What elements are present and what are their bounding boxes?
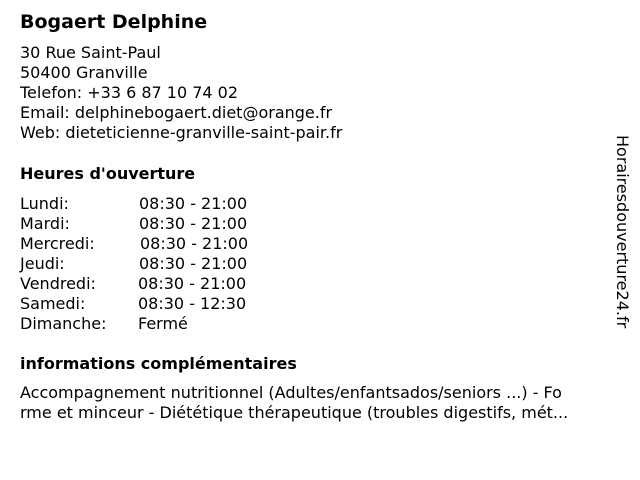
day-label: Mercredi:: [20, 234, 95, 253]
hours-row-sunday: [20, 314, 248, 334]
hours-row-friday: [20, 274, 248, 294]
hours-row-monday: [20, 194, 248, 214]
address-street: 30 Rue Saint-Paul: [20, 43, 161, 62]
hours-row-tuesday: [20, 214, 248, 234]
opening-hours-heading: Heures d'ouverture: [20, 164, 196, 183]
phone-line: Telefon: +33 6 87 10 74 02: [20, 83, 239, 102]
time-value: Fermé: [138, 314, 188, 333]
email-line: Email: delphinebogaert.diet@orange.fr: [20, 103, 333, 122]
day-label: Jeudi:: [20, 254, 65, 273]
business-name: Bogaert Delphine: [20, 11, 208, 33]
time-value: 08:30 - 12:30: [138, 294, 247, 313]
info-line-1: Accompagnement nutritionnel (Adultes/enfantsados/seniors ...) - Fo: [20, 383, 562, 402]
site-watermark: Horairesdouverture24.fr: [613, 135, 632, 329]
opening-hours-table: [20, 194, 248, 334]
hours-row-wednesday: [20, 234, 248, 254]
time-value: 08:30 - 21:00: [139, 214, 248, 233]
web-line: Web: dieteticienne-granville-saint-pair.fr: [20, 123, 343, 142]
day-label: Dimanche:: [20, 314, 107, 333]
day-label: Mardi:: [20, 214, 70, 233]
day-label: Vendredi:: [20, 274, 96, 293]
address-city: 50400 Granville: [20, 63, 148, 82]
time-value: 08:30 - 21:00: [140, 234, 249, 253]
day-label: Samedi:: [20, 294, 86, 313]
time-value: 08:30 - 21:00: [139, 194, 248, 213]
time-value: 08:30 - 21:00: [138, 274, 247, 293]
additional-info-heading: informations complémentaires: [20, 354, 297, 373]
hours-row-thursday: [20, 254, 248, 274]
additional-info-text: [20, 383, 620, 423]
contact-block: [20, 43, 342, 143]
hours-row-saturday: [20, 294, 248, 314]
day-label: Lundi:: [20, 194, 69, 213]
info-line-2: rme et minceur - Diététique thérapeutique (troubles digestifs, mét...: [20, 403, 569, 422]
time-value: 08:30 - 21:00: [139, 254, 248, 273]
